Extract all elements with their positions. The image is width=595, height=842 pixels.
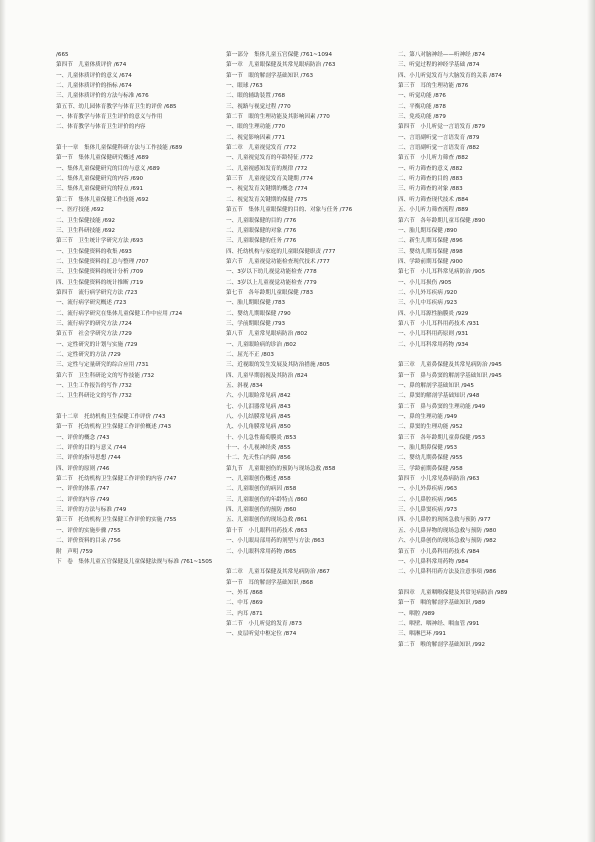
toc-entry: 二、第八对脑神经——听神经 /874 [398,52,486,58]
toc-entry: 三、集体儿童保健研究的特点 /691 [56,186,144,193]
toc-entry: 二、儿童眼创伤的病因 /858 [226,486,297,493]
toc-entry: 第二节 喉的解剖学基础知识 /992 [398,641,486,648]
toc-entry: 二、小儿外耳疾病 /920 [398,289,458,296]
table-of-contents-page [56,50,566,810]
toc-entry: 一、胎儿期耳保健 /890 [398,227,458,234]
toc-entry: 九、小儿角膜常见病 /850 [226,424,291,431]
toc-entry: 第八节 小儿耳科用药技术 /931 [398,320,480,327]
section-spacer [398,578,566,588]
toc-column-right [398,50,566,810]
toc-entry: 第二节 鼻与鼻窦的生理功能 /949 [398,403,486,410]
toc-entry: 五、小儿听力筛查流程 /889 [398,207,469,214]
toc-entry: 三、小儿中耳疾病 /923 [398,300,458,307]
toc-entry: 四、评价的原则 /746 [56,465,110,472]
toc-entry: 第五节、幼儿园体育教学与体育卫生的评价 /685 [56,103,177,110]
toc-entry: 八、小儿结膜常见病 /845 [226,414,291,421]
toc-entry: 一、小儿鼻科常用药物 /984 [398,558,469,565]
toc-entry: 一、儿童视觉发育的年龄特征 /772 [226,155,314,162]
toc-entry: 二、卫生保健技能 /692 [56,217,116,224]
toc-entry: 四、儿童眼创伤的预防 /860 [226,507,297,514]
toc-entry: 第二节 小儿听觉的发育 /873 [226,620,302,627]
toc-entry: 五、斜视 /834 [226,383,263,389]
toc-entry: 二、视觉发育关键期的保健 /775 [226,196,308,203]
toc-entry: 第八节 儿童常见眼病防治 /802 [226,331,308,338]
toc-entry: 一、评价的实施步骤 /755 [56,527,121,534]
toc-entry: 一、儿童体质评价的意义 /674 [56,72,132,79]
toc-entry: 二、流行病学研究在集体儿童保健工作中应用 /724 [56,310,183,317]
toc-entry: 第一节 集体儿童保健研究概述 /689 [56,155,149,162]
toc-entry: 第三节 卫生统计学研究方法 /693 [56,238,144,245]
toc-entry: 第九节 儿童眼创伤的预防与现场急救 /858 [226,465,336,472]
toc-entry: 一、3岁以下幼儿视觉功能检查 /778 [226,269,317,276]
toc-entry: 四、小儿耳源性脑膜炎 /929 [398,310,469,317]
toc-entry: 三、定性与定量研究的综合应用 /731 [56,362,149,369]
toc-entry: 一、外耳 /868 [226,589,263,596]
toc-entry: 一、评价的概念 /743 [56,434,110,441]
toc-entry: 三、听觉过程的神经学基础 /874 [398,62,480,69]
toc-entry: 四、听力筛查现代技术 /884 [398,196,469,203]
toc-entry: 二、卫生科研论文的写作 /732 [56,393,132,400]
section-spacer [398,350,566,360]
toc-entry: 一、评价的体系 /747 [56,486,110,493]
toc-entry: 二、评价的内容 /749 [56,496,110,503]
toc-entry: 一、胎儿期眼保健 /783 [226,300,286,307]
toc-entry: 一、视觉发育关键期的概念 /774 [226,186,308,193]
toc-entry: 三、婴幼儿期耳保健 /898 [398,248,463,255]
toc-entry: 二、定性研究的方法 /729 [56,351,121,358]
toc-entry: 二、集体儿童保健研究的内容 /690 [56,176,144,183]
toc-entry: 一、言语副听觉一言语发育 /879 [398,134,480,141]
toc-entry: 二、小儿鼻科用药方法及注意事项 /986 [398,569,497,576]
toc-entry: 四、儿童早期弱视及其防治 /824 [226,372,308,379]
toc-entry: 三、学前期眼保健 /793 [226,320,286,327]
toc-entry: 二、眼的辅助装置 /768 [226,93,286,100]
toc-entry: 一、体育教学与体育卫生评价的意义与作用 [56,114,163,121]
toc-entry: 三、儿童眼保健的任务 /776 [226,238,297,245]
toc-entry: 第二章 儿童视觉发育 /772 [226,145,297,152]
scan-shadow-right [587,0,595,842]
toc-entry: 一、小儿眼局部用药的剂型与方法 /863 [226,538,325,545]
toc-entry: 三、视路与视觉过程 /770 [226,103,291,110]
toc-entry: 二、中耳 /869 [226,600,263,607]
toc-entry: /665 [56,52,69,58]
toc-entry: 四、托幼机构与家庭的儿童眼保健职责 /777 [226,248,336,255]
toc-entry: 第六节 儿童视觉功能检查现代技术 /777 [226,258,330,265]
toc-entry: 二、婴幼儿期眼保健 /790 [226,310,291,317]
section-spacer [56,402,220,412]
toc-entry: 二、小儿眼科常用药物 /865 [226,548,297,555]
section-spacer [226,557,392,567]
toc-entry: 六、小儿鼻创伤的现场急救与预防 /982 [398,538,497,545]
toc-entry: 三、小儿鼻窦疾病 /973 [398,507,458,514]
toc-entry: 三、评价的方法与标准 /749 [56,507,127,514]
toc-entry: 二、体育教学与体育卫生评价的内容 [56,124,146,131]
toc-entry: 一、鼻的解剖学基础知识 /945 [398,383,474,389]
toc-entry: 二、小儿耳科常用药物 /934 [398,341,469,348]
toc-entry: 一、咽腔 /989 [398,610,435,617]
toc-entry: 三、学龄前期鼻保健 /958 [398,465,463,472]
toc-entry: 二、屈光不正 /803 [226,351,274,358]
toc-entry: 一、听觉功能 /876 [398,93,446,100]
toc-entry: 二、3岁以上儿童视觉功能检查 /779 [226,279,317,286]
toc-entry: 一、流行病学研究概述 /723 [56,300,127,307]
toc-entry: 第五节 小儿鼻科用药技术 /984 [398,548,480,555]
toc-entry: 第二章 儿童耳保健及其常见病防治 /867 [226,569,330,576]
toc-entry: 五、儿童眼创伤的现场急救 /861 [226,517,308,524]
toc-entry: 二、新生儿期耳保健 /896 [398,238,463,245]
toc-entry: 第三节 各年龄期儿童鼻保健 /953 [398,434,486,441]
toc-entry: 二、儿童体质评价的指标 /674 [56,83,132,90]
toc-entry: 第五节 小儿听力筛查 /882 [398,155,469,162]
toc-entry: 一、儿童眼睑病的诊治 /802 [226,341,297,348]
toc-entry: 一、小儿耳损伤 /905 [398,279,452,286]
section-spacer [56,133,220,143]
toc-entry: 二、言语副听觉一言语发育 /882 [398,145,480,152]
toc-entry: 一、集体儿童保健研究的目的与意义 /689 [56,165,160,172]
toc-entry: 三、儿童体质评价的方法与标准 /676 [56,93,149,100]
toc-entry: 附 声明 /759 [56,548,93,555]
toc-entry: 二、鼻窦的解剖学基础知识 /948 [398,393,480,400]
toc-entry: 第十一章 集体儿童保健科研方法与工作技能 /689 [56,145,183,152]
toc-entry: 二、婴幼儿期鼻保健 /955 [398,455,463,462]
toc-entry: 一、儿童眼创伤概述 /858 [226,476,291,483]
toc-entry: 十二、先天性白内障 /856 [226,455,291,462]
toc-entry: 第五节 社会学研究方法 /729 [56,331,132,338]
toc-entry: 第三章 儿童鼻保健及其常见病防治 /945 [398,362,502,369]
toc-entry: 第四节 流行病学研究方法 /723 [56,289,138,296]
toc-entry: 第一节 耳的解剖学基础知识 /868 [226,579,314,586]
toc-entry: 三、评价的指导思想 /744 [56,455,121,462]
toc-entry: 第四节 小儿听觉一言语发育 /879 [398,124,486,131]
toc-entry: 七、小儿泪器常见病 /843 [226,403,291,410]
toc-entry: 三、流行病学的研究方法 /724 [56,320,132,327]
toc-entry: 三、咽淋巴环 /991 [398,631,446,638]
toc-entry: 二、平衡功能 /878 [398,103,446,110]
toc-entry: 第二节 托幼机构卫生保健工作评价的内容 /747 [56,476,177,483]
toc-entry: 第四节 儿童体质评价 /674 [56,62,127,69]
toc-entry: 四、小儿鼻腔的现场急救与预防 /977 [398,517,491,524]
toc-entry: 一、眼球 /763 [226,83,263,90]
toc-entry: 三、内耳 /871 [226,610,263,617]
toc-entry: 第一节 咽的解剖学基础知识 /989 [398,600,486,607]
toc-entry: 第二节 眼的生理功能及其影响因素 /770 [226,114,330,121]
toc-entry: 二、视觉影响因素 /771 [226,134,286,141]
toc-entry: 四、学龄前期耳保健 /900 [398,258,463,265]
toc-entry: 第一节 鼻与鼻窦的解剖学基础知识 /945 [398,372,502,379]
toc-entry: 二、听力筛查的目的 /883 [398,176,463,183]
toc-entry: 第一节 托幼机构卫生保健工作评价概述 /743 [56,424,172,431]
toc-entry: 四、卫生保健资料的统计推断 /719 [56,279,144,286]
toc-entry: 二、卫生保健资料的汇总与整理 /707 [56,258,149,265]
toc-entry: 第四章 儿童咽喉保健及其常见病防治 /989 [398,589,508,596]
toc-entry: 第六节 各年龄期儿童耳保健 /890 [398,217,486,224]
toc-entry: 第六节 卫生科研论文的写作技能 /732 [56,372,155,379]
toc-entry: 一、小儿外鼻疾病 /963 [398,486,458,493]
toc-entry: 十、小儿急性葡萄膜炎 /853 [226,434,297,441]
toc-entry: 十一、小儿视神经炎 /855 [226,445,291,452]
toc-entry: 第一章 儿童眼保健及其常见眼病防治 /763 [226,62,336,69]
toc-entry: 第一部分 集体儿童五官保健 /761~1094 [226,52,333,58]
toc-entry: 三、儿童眼创伤的年龄特点 /860 [226,496,308,503]
toc-entry: 第一节 眼的解剖学基础知识 /763 [226,72,314,79]
toc-column-left [56,50,220,810]
toc-entry: 四、小儿听觉发育与大脑发育的关系 /874 [398,72,502,79]
toc-entry: 三、卫生保健资料的统计分析 /709 [56,269,144,276]
toc-entry: 一、小儿耳科用药原则 /931 [398,331,469,338]
toc-entry: 二、儿童眼保健的对象 /776 [226,227,297,234]
toc-entry: 五、小儿鼻异物的现场急救与预防 /980 [398,527,497,534]
toc-entry: 下 卷 集体儿童五官保健及儿童保健法规与标准 /761~1505 [56,558,213,565]
toc-entry: 二、评价资料的目录 /756 [56,538,121,545]
toc-entry: 第十二章 托幼机构卫生保健工作评价 /743 [56,414,166,421]
toc-entry: 第二节 集体儿童保健工作技能 /692 [56,196,149,203]
toc-entry: 二、鼻窦的生理功能 /952 [398,424,463,431]
toc-entry: 一、皮层听觉中枢定位 /874 [226,631,297,638]
toc-entry: 第四节 小儿常见鼻病防治 /963 [398,476,480,483]
toc-column-middle [226,50,392,810]
toc-entry: 一、医疗技能 /692 [56,207,104,214]
toc-entry: 第十节 小儿眼科用药技术 /863 [226,527,308,534]
toc-entry: 一、胎儿期鼻保健 /953 [398,445,458,452]
toc-entry: 第七节 小儿耳科常见病防治 /905 [398,269,486,276]
toc-entry: 三、卫生科研技能 /692 [56,227,116,234]
toc-entry: 一、定性研究的计划与实施 /729 [56,341,138,348]
toc-entry: 一、儿童眼保健的目的 /776 [226,217,297,224]
toc-entry: 一、眼的生理功能 /770 [226,124,286,131]
toc-entry: 三、听力筛查的对象 /883 [398,186,463,193]
toc-entry: 二、评价的目的与意义 /744 [56,445,127,452]
toc-entry: 第七节 各年龄期儿童眼保健 /783 [226,289,314,296]
toc-entry: 一、卫生工作报告的写作 /732 [56,383,132,389]
toc-entry: 三、近视眼的发生发展及其防治措施 /805 [226,362,330,369]
toc-entry: 六、小儿眼睑常见病 /842 [226,393,291,400]
toc-entry: 第三节 儿童视觉发育关键期 /774 [226,176,314,183]
toc-entry: 二、咽壁、咽神经、咽血管 /991 [398,620,480,627]
toc-entry: 第三节 耳的生理功能 /876 [398,83,469,90]
scan-shadow-left [0,0,6,842]
toc-entry: 一、鼻的生理功能 /949 [398,414,458,421]
toc-entry: 一、听力筛查的意义 /882 [398,165,463,172]
toc-entry: 二、小儿鼻腔疾病 /965 [398,496,458,503]
toc-entry: 第五节 集体儿童眼保健的目的、对象与任务 /776 [226,207,353,214]
toc-entry: 一、卫生保健资料的收集 /693 [56,248,132,255]
toc-entry: 三、免疫功能 /879 [398,114,446,121]
toc-entry: 第三节 托幼机构卫生保健工作评价的实施 /755 [56,517,177,524]
toc-entry: 二、儿童视感知发育的规律 /772 [226,165,308,172]
